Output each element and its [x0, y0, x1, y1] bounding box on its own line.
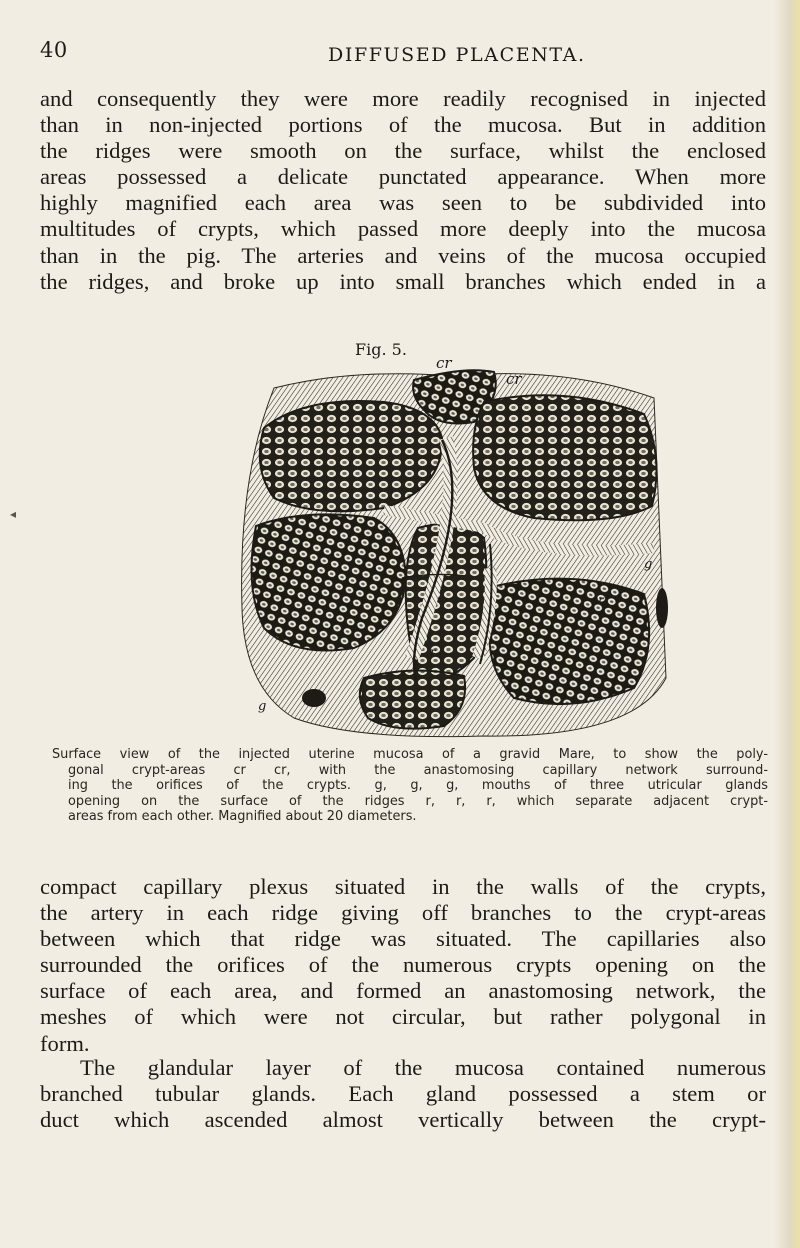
- page-number: 40: [40, 38, 68, 62]
- running-title: DIFFUSED PLACENTA.: [328, 44, 586, 66]
- text-line: the ridges were smooth on the surface, whilst the enclosed: [40, 138, 766, 164]
- crypt-area-middle-left: [252, 514, 407, 650]
- text-line: than in non-injected portions of the mucosa. But in addition: [40, 112, 766, 138]
- text-line: branched tubular glands. Each gland possessed a stem or: [40, 1081, 766, 1107]
- crypt-area-top-right: [473, 395, 656, 520]
- figure-caption: [52, 747, 768, 825]
- text-line: duct which ascended almost vertically between the crypt-: [40, 1107, 766, 1133]
- label-g: g: [644, 557, 653, 572]
- text-line: multitudes of crypts, which passed more deeply into the mucosa: [40, 216, 766, 242]
- label-g: g: [258, 699, 267, 714]
- caption-line: opening on the surface of the ridges r, r, r, which separate adjacent crypt-: [68, 793, 768, 809]
- text-line: the artery in each ridge giving off branches to the crypt-areas: [40, 900, 766, 926]
- paragraph-1: [40, 86, 766, 295]
- figure-illustration: [234, 358, 674, 740]
- margin-arrow-icon: ◂: [10, 507, 17, 521]
- text-line: the ridges, and broke up into small branches which ended in a: [40, 268, 766, 294]
- label-cr: cr: [436, 358, 452, 372]
- text-line: form.: [40, 1030, 90, 1056]
- label-r: r: [430, 645, 436, 659]
- page-edge-shadow: [774, 0, 800, 1248]
- text-line: between which that ridge was situated. The capillaries also: [40, 926, 766, 952]
- text-line: areas possessed a delicate punctated appearance. When more: [40, 164, 766, 190]
- text-line: surface of each area, and formed an anastomosing network, the: [40, 978, 766, 1004]
- text-line: surrounded the orifices of the numerous crypts opening on the: [40, 952, 766, 978]
- figure-label: Fig. 5.: [355, 340, 407, 359]
- crypt-area-lower-right: [490, 579, 650, 704]
- label-r: r: [598, 593, 604, 607]
- text-line: meshes of which were not circular, but rather polygonal in: [40, 1004, 766, 1030]
- text-line: than in the pig. The arteries and veins of the mucosa occupied: [40, 242, 766, 268]
- text-line: compact capillary plexus situated in the walls of the crypts,: [40, 874, 766, 899]
- caption-line: gonal crypt-areas cr cr, with the anastomosing capillary network surround-: [68, 762, 768, 778]
- paragraph-2: [40, 874, 766, 1057]
- gland-mouth: [656, 588, 668, 628]
- caption-line: Surface view of the injected uterine mucosa of a gravid Mare, to show the poly-: [52, 747, 768, 762]
- caption-line: areas from each other. Magnified about 20 diameters.: [68, 809, 417, 824]
- label-cr: cr: [506, 370, 522, 388]
- crypt-area-bottom: [360, 670, 465, 728]
- caption-line: ing the orifices of the crypts. g, g, g, mouths of three utricular glands: [68, 778, 768, 793]
- text-line: highly magnified each area was seen to be subdivided into: [40, 190, 766, 216]
- text-line: and consequently they were more readily recognised in injected: [40, 86, 766, 111]
- gland-mouth: [302, 689, 326, 707]
- paragraph-3: [40, 1055, 766, 1133]
- text-line: The glandular layer of the mucosa contained numerous: [80, 1055, 766, 1080]
- label-r: r: [390, 407, 396, 421]
